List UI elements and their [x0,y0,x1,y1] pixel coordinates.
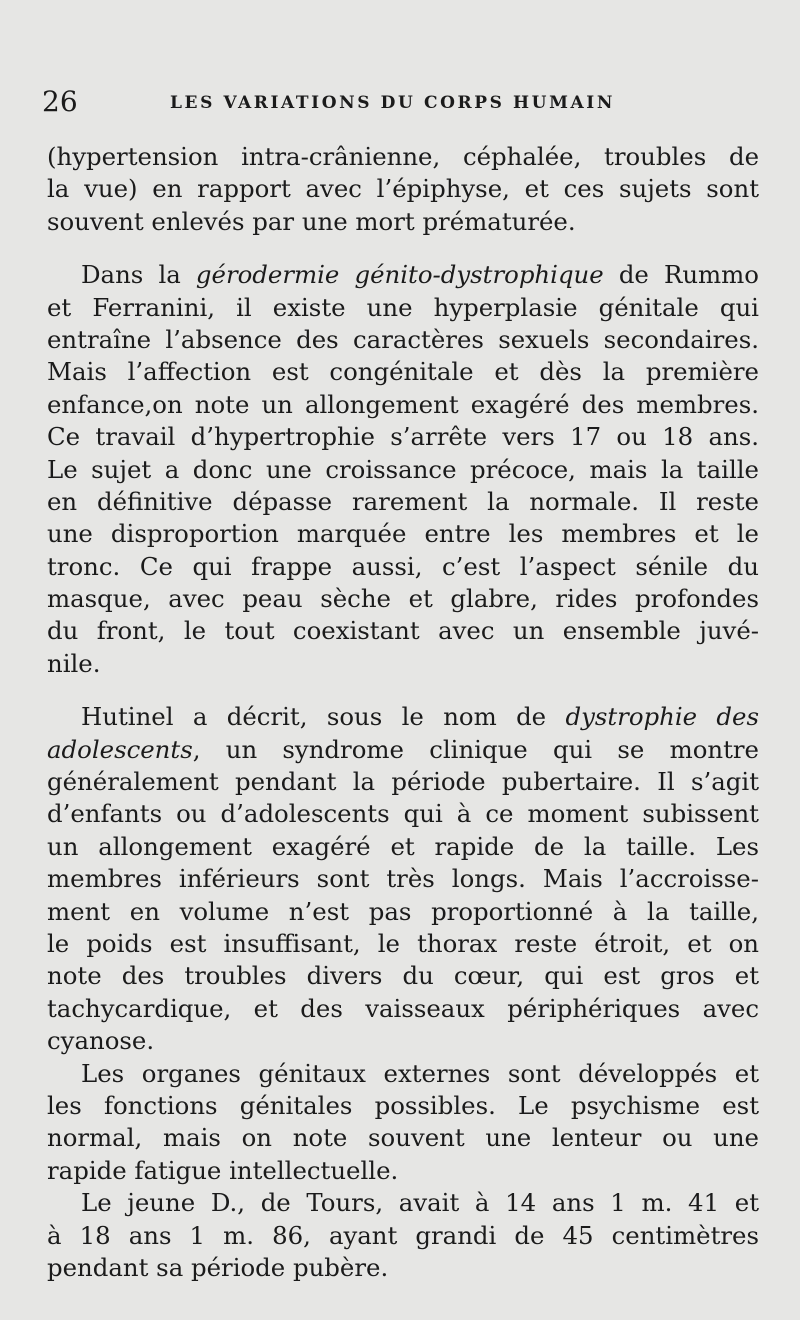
page-number: 26 [42,85,78,118]
running-head [42,82,762,122]
text-line: Les organes génitaux externes sont développés et [81,1058,759,1088]
text-line [47,701,759,733]
text-line: ment en volume n’est pas proportionné à la taille, [47,896,759,926]
text-line: généralement pendant la période pubertaire. Il s’agit [47,767,759,797]
text-line: et Ferranini, il existe une hyperplasie génitale qui [47,292,759,322]
text-line: note des troubles divers du cœur, qui est gros et [47,961,759,991]
text-line: masque, avec peau sèche et glabre, rides profondes [47,584,759,614]
paragraph-gap [47,680,759,701]
text-run: , un syndrome clinique qui se montre [192,734,759,764]
text-line: tronc. Ce qui frappe aussi, c’est l’aspect sénile du [47,551,759,581]
text-line: Mais l’affection est congénitale et dès la première [47,357,759,387]
text-line: Ce travail d’hypertrophie s’arrête vers 17 ou 18 ans. [47,422,759,452]
text-run: Hutinel a décrit, sous le nom de [81,702,566,732]
text-line [47,259,759,291]
text-run: Dans la [81,260,196,290]
text-line: (hypertension intra-crânienne, céphalée, troubles de [47,142,759,171]
italic-term: gérodermie génito-dystrophique [195,260,604,290]
text-line: pendant sa période pubère. [47,1252,389,1282]
text-line: entraîne l’absence des caractères sexuels secondaires. [47,324,759,354]
text-line: membres inférieurs sont très longs. Mais l’accroisse- [47,864,759,894]
text-line: du front, le tout coexistant avec un ensemble juvé- [47,616,759,646]
text-line: une disproportion marquée entre les membres et le [47,519,759,549]
text-line: un allongement exagéré et rapide de la taille. Les [47,831,759,861]
body-text [47,141,759,1284]
text-run: de Rummo [603,260,759,290]
paragraph-gerodermie [47,259,759,680]
text-line: le poids est insuffisant, le thorax reste étroit, et on [47,928,759,958]
text-line: Le sujet a donc une croissance précoce, mais la taille [47,454,759,484]
paragraph-organes [47,1058,759,1188]
text-line [47,734,759,766]
paragraph-continuation [47,141,759,238]
text-line: tachycardique, et des vaisseaux périphériques avec [47,993,759,1023]
text-line: les fonctions génitales possibles. Le psychisme est [47,1090,759,1120]
text-line: à 18 ans 1 m. 86, ayant grandi de 45 centimètres [47,1220,759,1250]
text-line: la vue) en rapport avec l’épiphyse, et ces sujets sont [47,174,759,204]
text-line: enfance,on note un allongement exagéré des membres. [47,389,759,419]
text-line: d’enfants ou d’adolescents qui à ce moment subissent [47,799,759,829]
italic-term: dystrophie des [565,702,759,732]
text-line: en définitive dépasse rarement la normale. Il reste [47,486,759,516]
text-line: rapide fatigue intellectuelle. [47,1155,399,1185]
text-line: nile. [47,648,101,678]
text-line: cyanose. [47,1026,155,1056]
italic-term: adolescents [47,734,193,764]
text-line: souvent enlevés par une mort prématurée. [47,206,576,236]
paragraph-gap [47,238,759,259]
running-title: LES VARIATIONS DU CORPS HUMAIN [170,93,615,113]
text-line: normal, mais on note souvent une lenteur ou une [47,1123,759,1153]
text-line: Le jeune D., de Tours, avait à 14 ans 1 m. 41 et [81,1188,759,1218]
paragraph-case-tours [47,1187,759,1284]
paragraph-hutinel [47,701,759,1057]
